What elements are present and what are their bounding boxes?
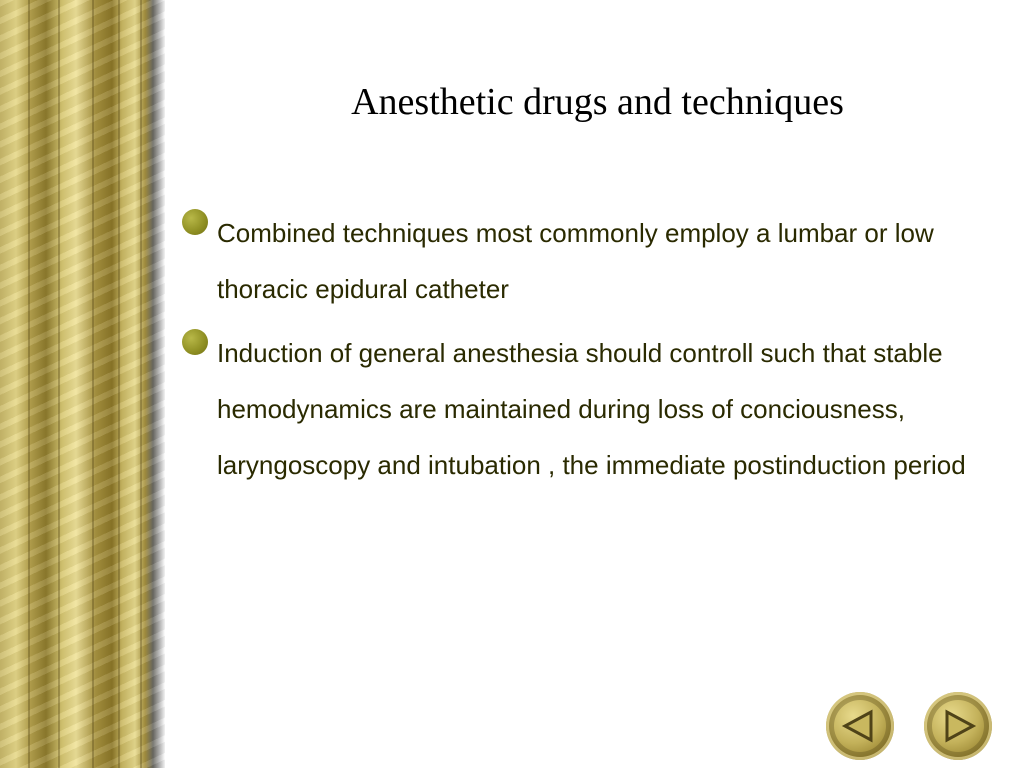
border-line (118, 0, 120, 768)
list-item (182, 205, 982, 317)
bullet-text: Combined techniques most commonly employ a lumbar or low thoracic epidural catheter (217, 218, 934, 304)
triangle-left-icon (826, 692, 894, 760)
bullet-list (182, 205, 982, 501)
next-slide-button[interactable] (924, 692, 992, 760)
bullet-text: Induction of general anesthesia should controll such that stable hemodynamics are maintained during loss of conciousness, laryngoscopy and intubation , the immediate postinduction period (217, 338, 966, 480)
triangle-right-icon (924, 692, 992, 760)
bullet-dot-icon (182, 329, 208, 355)
decorative-gold-border (0, 0, 165, 768)
previous-slide-button[interactable] (826, 692, 894, 760)
slide-title: Anesthetic drugs and techniques (351, 81, 844, 123)
border-line (140, 0, 142, 768)
border-line (28, 0, 30, 768)
border-line (58, 0, 60, 768)
bullet-dot-icon (182, 209, 208, 235)
list-item (182, 325, 982, 493)
border-line (92, 0, 94, 768)
